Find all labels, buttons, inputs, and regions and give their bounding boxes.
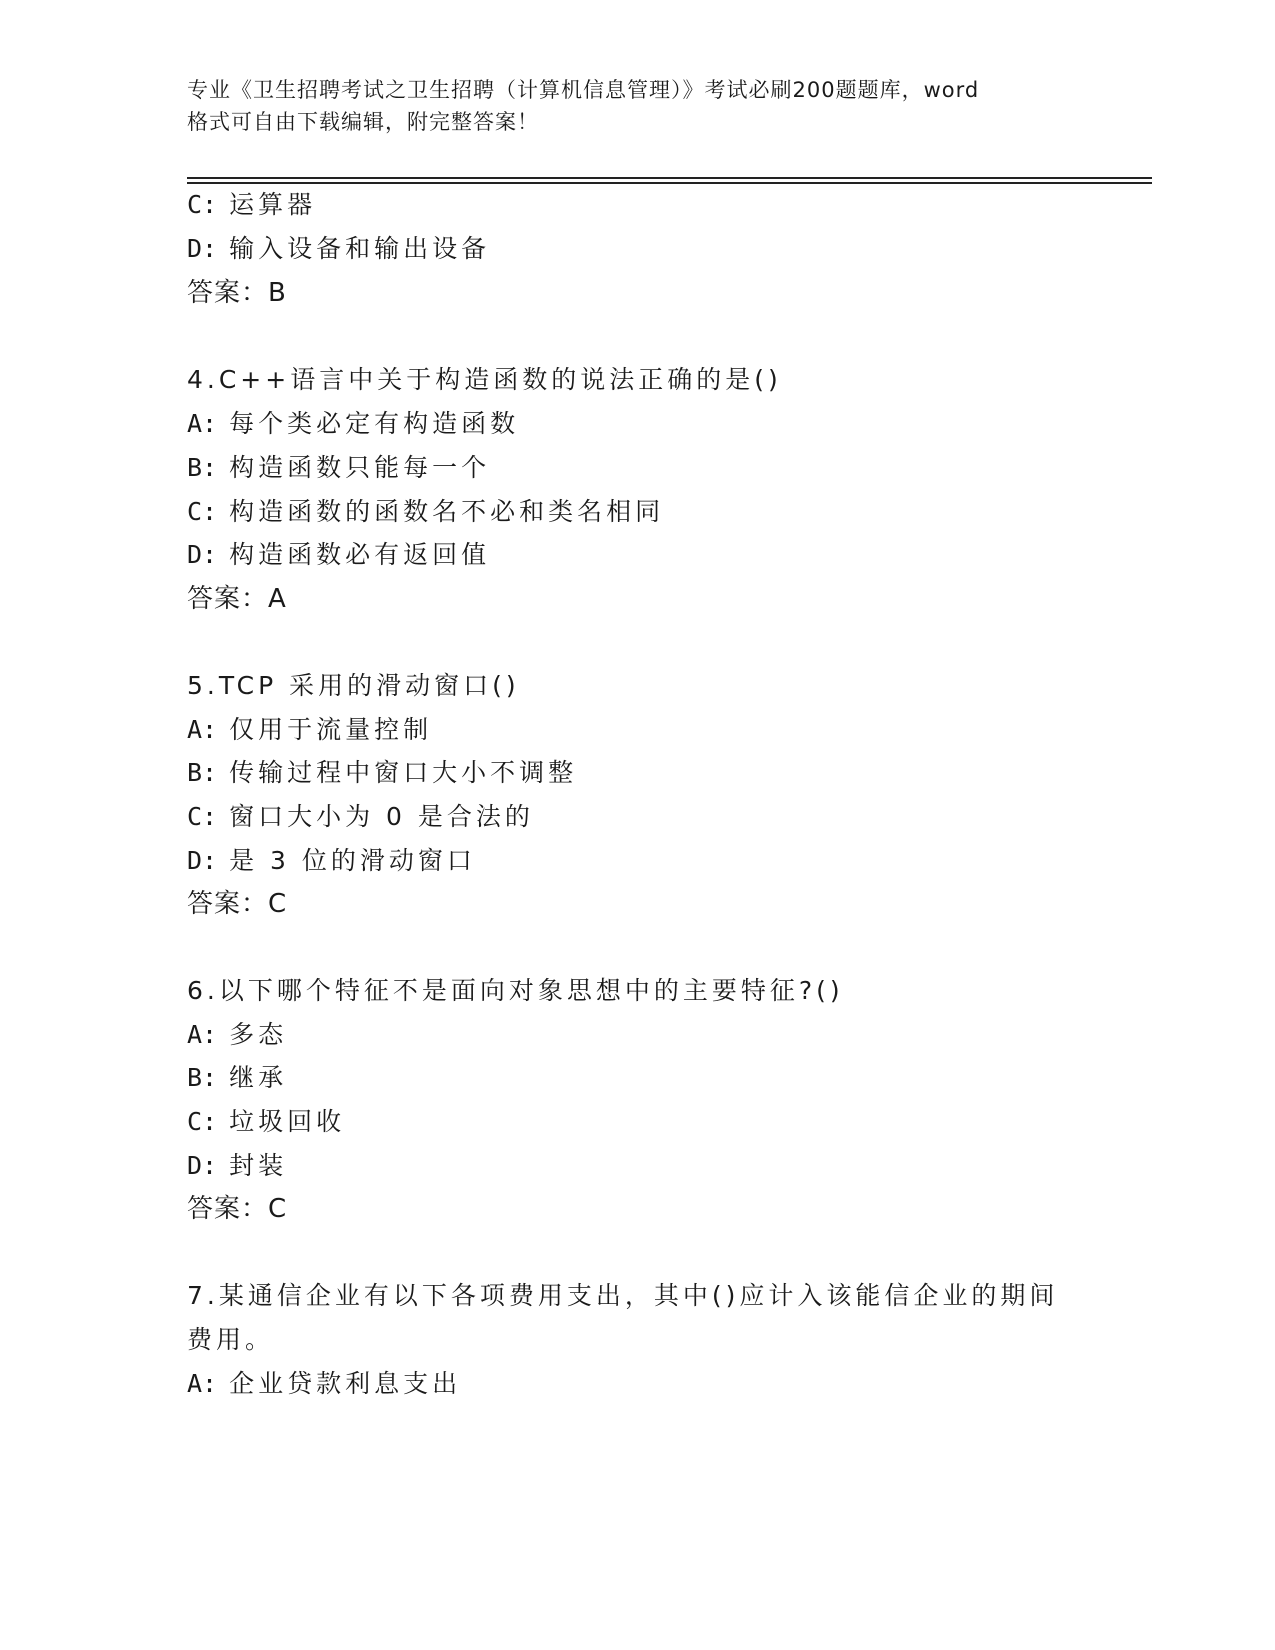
header-rule-bottom — [187, 182, 1152, 184]
option-d: D: 构造函数必有返回值 — [187, 540, 491, 569]
option-b: B: 构造函数只能每一个 — [187, 453, 491, 482]
option-b: B: 传输过程中窗口大小不调整 — [187, 758, 578, 787]
option-c: C: 构造函数的函数名不必和类名相同 — [187, 497, 665, 526]
question-stem: 7.某通信企业有以下各项费用支出，其中()应计入该能信企业的期间 — [187, 1281, 1059, 1310]
option-c: C: 垃圾回收 — [187, 1107, 346, 1136]
document-header — [187, 74, 1087, 138]
question-stem: 5.TCP 采用的滑动窗口() — [187, 671, 520, 700]
option-a: A: 企业贷款利息支出 — [187, 1369, 462, 1398]
header-line-2: 格式可自由下载编辑，附完整答案！ — [187, 110, 539, 134]
option-a: A: 仅用于流量控制 — [187, 715, 433, 744]
option-a: A: 每个类必定有构造函数 — [187, 409, 520, 438]
option-d: D: 封装 — [187, 1151, 288, 1180]
option-a: A: 多态 — [187, 1020, 288, 1049]
option-d: D: 输入设备和输出设备 — [187, 234, 491, 263]
option-c: C: 窗口大小为 0 是合法的 — [187, 802, 534, 831]
question-stem-continuation: 费用。 — [187, 1325, 275, 1354]
option-d: D: 是 3 位的滑动窗口 — [187, 846, 476, 875]
header-line-1: 专业《卫生招聘考试之卫生招聘（计算机信息管理）》考试必刷200题题库，word — [187, 78, 980, 102]
answer-line: 答案：C — [187, 1194, 288, 1224]
question-stem: 6.以下哪个特征不是面向对象思想中的主要特征?() — [187, 976, 844, 1005]
answer-line: 答案：A — [187, 584, 287, 614]
answer-line: 答案：C — [187, 889, 288, 919]
option-c: C: 运算器 — [187, 190, 317, 219]
header-rule-top — [187, 177, 1152, 179]
question-stem: 4.C++语言中关于构造函数的说法正确的是() — [187, 365, 782, 394]
option-b: B: 继承 — [187, 1063, 288, 1092]
answer-line: 答案：B — [187, 278, 287, 308]
